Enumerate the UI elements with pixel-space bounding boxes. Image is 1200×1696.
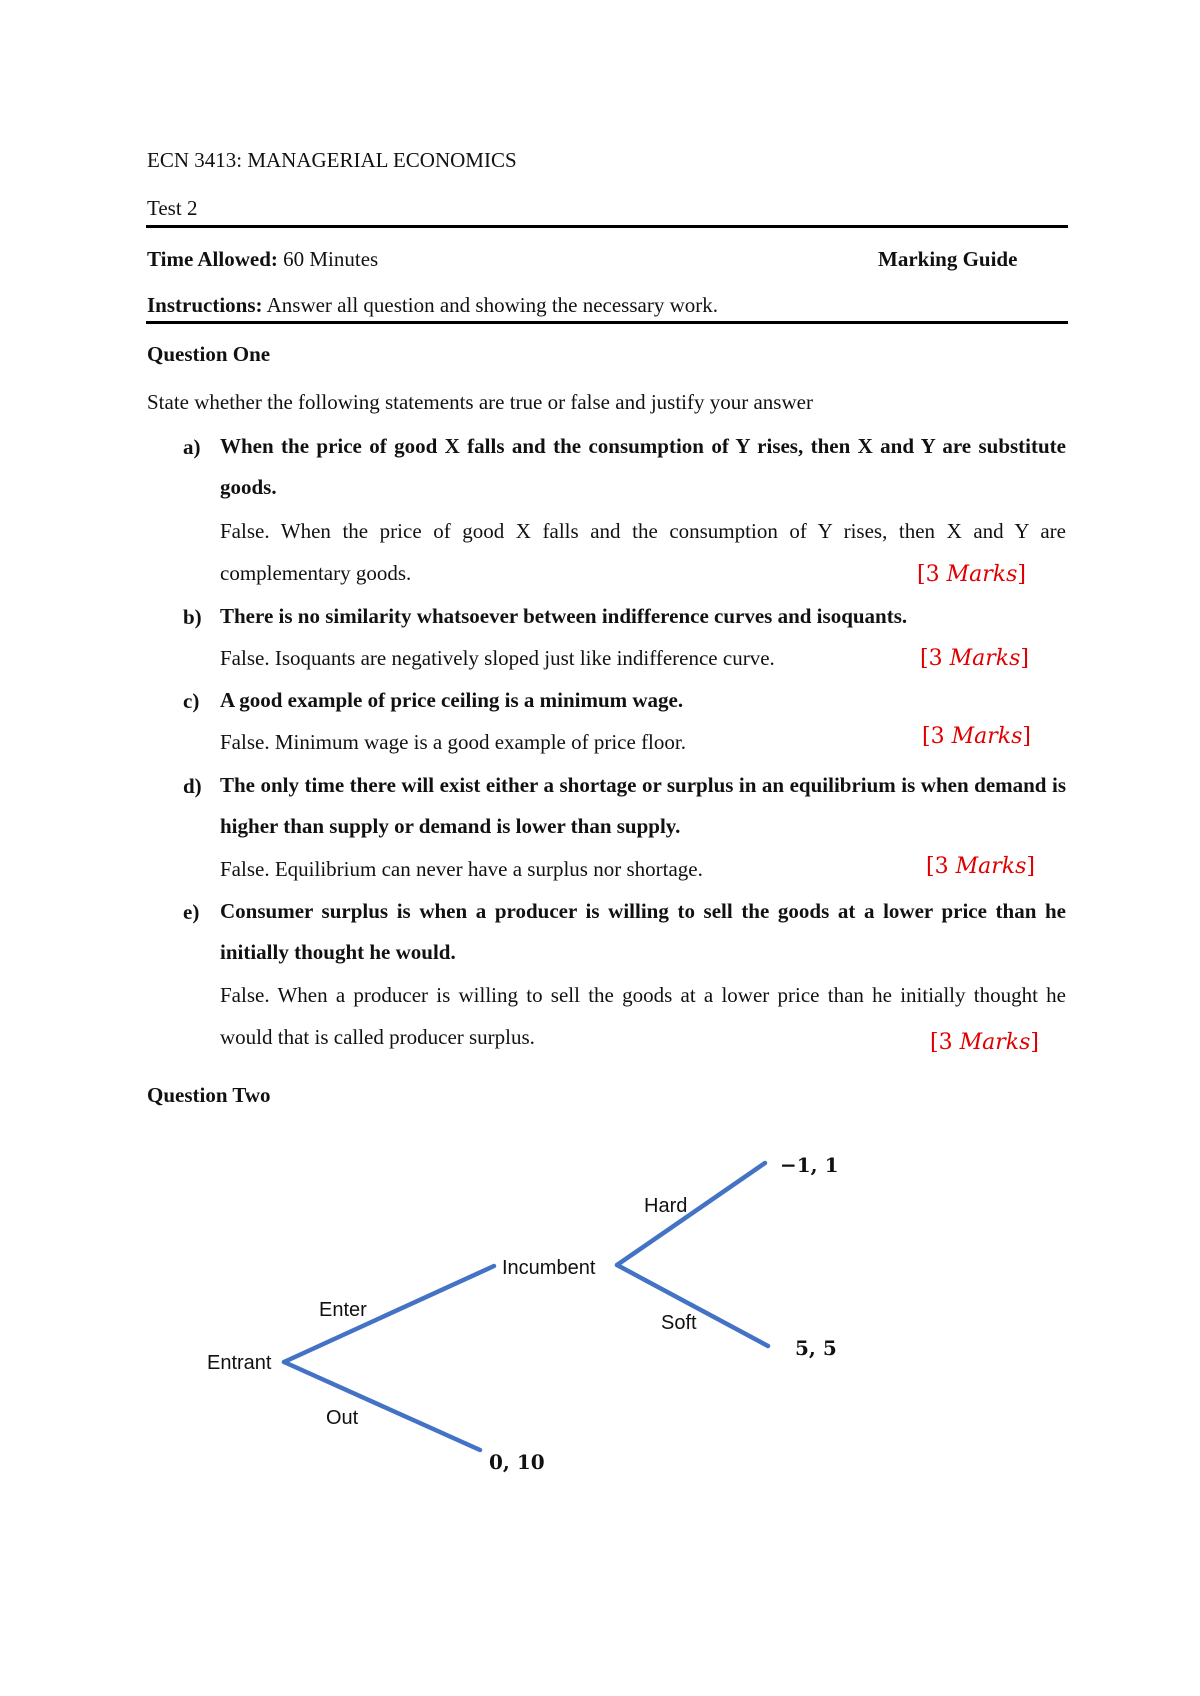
test-title: Test 2 [147,196,198,220]
marks-open: [3 [930,1030,960,1055]
marks-open: [3 [920,646,950,671]
item-question-e: Consumer surplus is when a producer is willing to sell the goods at a lower price than he initially thought he would. [220,899,1066,964]
question-one-statement: State whether the following statements are true or false and justify your answer [147,390,813,414]
marks-word: Marks [951,724,1023,749]
branch-out [284,1362,480,1450]
item-label-e: e) [183,900,200,924]
instructions-label: Instructions: [147,293,263,317]
marking-guide-label: Marking Guide [878,247,1018,271]
item-answer-a: False. When the price of good X falls and the consumption of Y rises, then X and Y are complementary goods. [220,519,1066,585]
marks-close: ] [1022,724,1031,749]
action-hard-label: Hard [644,1195,688,1217]
item-question-b: There is no similarity whatsoever between indifference curves and isoquants. [220,604,908,628]
action-out-label: Out [326,1407,359,1429]
item-label-a: a) [183,435,201,459]
item-answer-e: False. When a producer is willing to sell the goods at a lower price than he initially thought he would that is called producer surplus. [220,983,1066,1049]
question-two-title: Question Two [147,1083,271,1107]
payoff-out: 0, 10 [489,1450,545,1474]
action-enter-label: Enter [319,1299,367,1321]
branch-enter [284,1266,494,1362]
marks-close: ] [1020,646,1029,671]
instructions-text: Answer all question and showing the necessary work. [262,293,719,317]
node-incumbent-label: Incumbent [502,1257,596,1279]
marks-word: Marks [946,562,1018,587]
time-allowed-label: Time Allowed: [147,247,278,271]
item-question-c: A good example of price ceiling is a minimum wage. [220,688,684,712]
action-soft-label: Soft [661,1312,697,1334]
item-answer-b: False. Isoquants are negatively sloped just like indifference curve. [220,646,775,670]
payoff-hard: −1, 1 [780,1153,839,1177]
marks-close: ] [1017,562,1026,587]
marks-close: ] [1026,854,1035,879]
payoff-soft: 5, 5 [795,1336,837,1360]
branch-hard [617,1163,765,1265]
marks-open: [3 [922,724,952,749]
marks-close: ] [1030,1030,1039,1055]
marks-word: Marks [955,854,1027,879]
course-title: ECN 3413: MANAGERIAL ECONOMICS [147,148,517,172]
marks-word: Marks [959,1030,1031,1055]
marks-word: Marks [949,646,1021,671]
question-one-title: Question One [147,342,271,366]
node-entrant-label: Entrant [207,1352,272,1374]
marks-open: [3 [917,562,947,587]
time-allowed-value: 60 Minutes [277,247,379,271]
marks-open: [3 [926,854,956,879]
item-question-a: When the price of good X falls and the consumption of Y rises, then X and Y are substitute goods. [220,434,1066,499]
item-label-d: d) [183,774,202,798]
item-answer-d: False. Equilibrium can never have a surplus nor shortage. [220,857,703,881]
item-answer-c: False. Minimum wage is a good example of price floor. [220,730,686,754]
item-question-d: The only time there will exist either a shortage or surplus in an equilibrium is when demand is higher than supply or demand is lower than supply. [220,773,1066,838]
item-label-b: b) [183,605,202,629]
item-label-c: c) [183,689,200,713]
